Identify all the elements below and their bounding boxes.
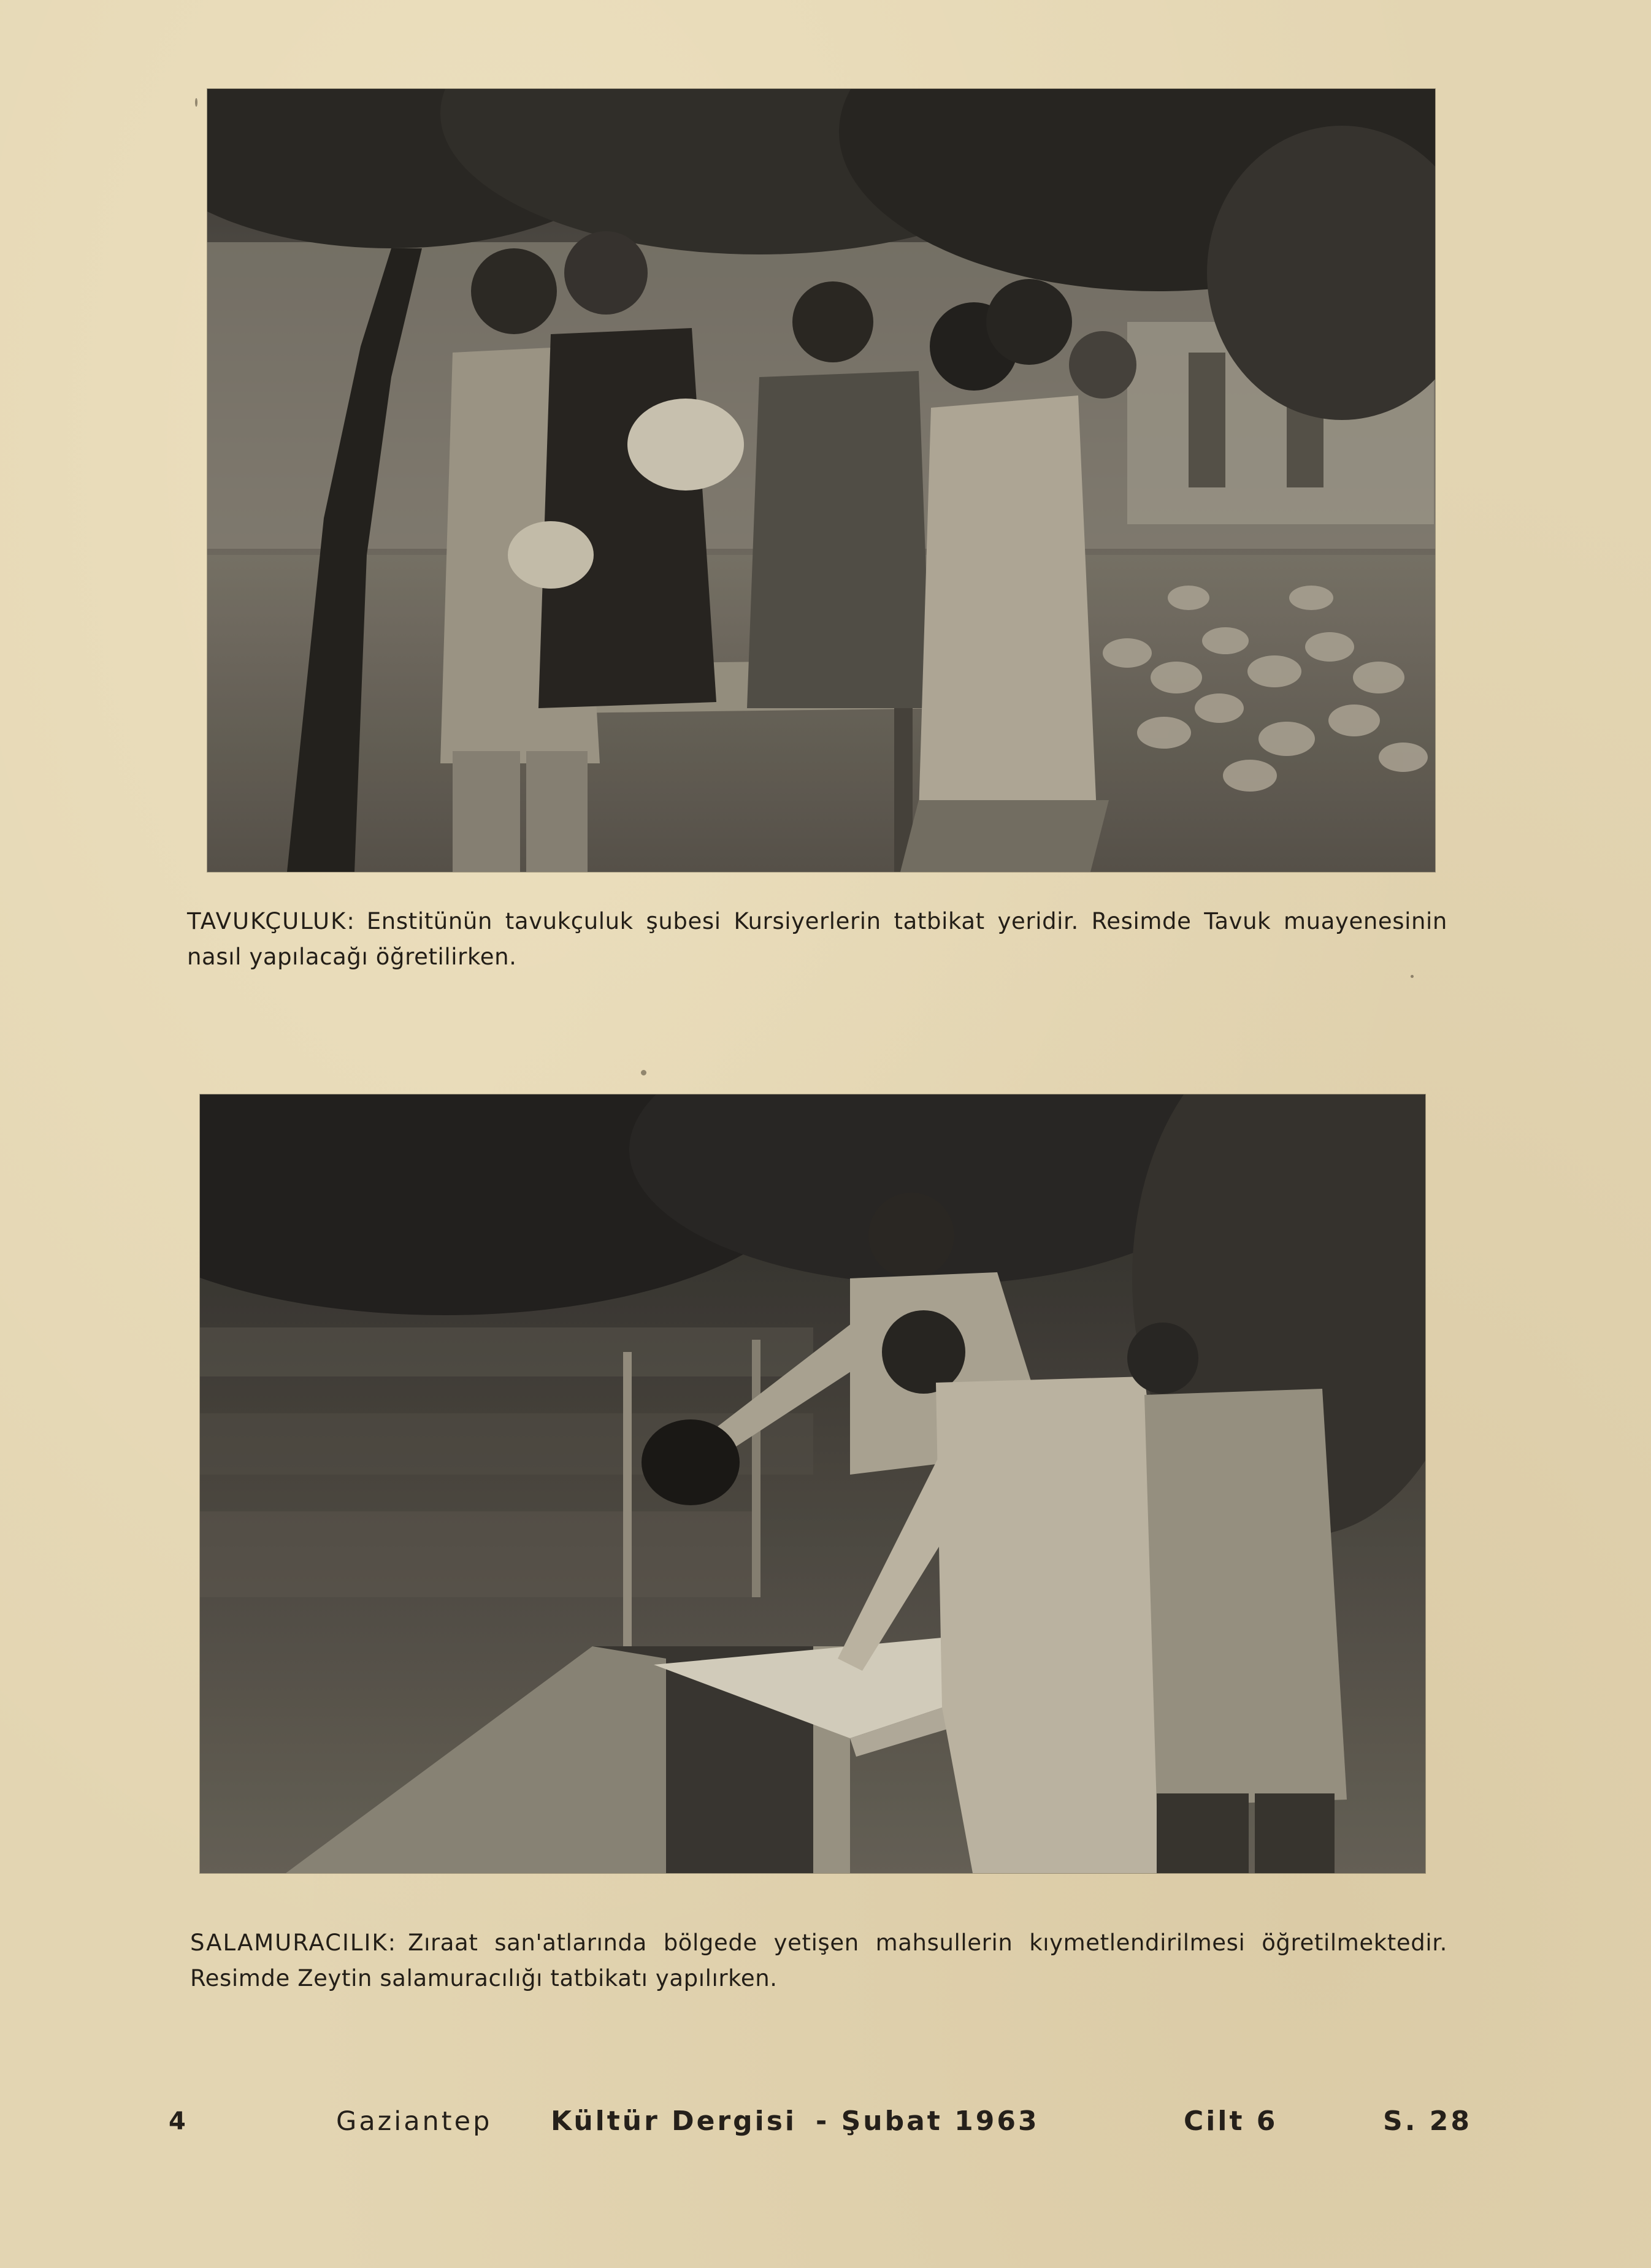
caption-brining [190,1925,1447,1996]
caption-poultry-lead: TAVUKÇULUK: [187,908,356,934]
caption-brining-lead: SALAMURACILIK: [190,1930,397,1956]
paper-speck [195,98,197,107]
footer-journal-city: Gaziantep [336,2106,492,2137]
caption-brining-text: Zıraat san'atlarında bölgede yetişen mahsullerin kıymetlendirilmesi öğretilmektedir. Resimde Zeytin salamuracılığı tatbikatı yapılırken. [190,1930,1447,1991]
page-number: 4 [169,2107,188,2136]
paper-speck [641,1070,646,1075]
brining-photo-illustration [200,1094,1425,1873]
photo-olive-brining [200,1094,1425,1873]
footer-issue: S. 28 [1383,2106,1472,2137]
caption-poultry [187,904,1447,975]
footer-journal-name: Kültür Dergisi [551,2106,797,2137]
footer-volume: Cilt 6 [1184,2106,1278,2137]
poultry-photo-illustration [207,89,1435,872]
caption-poultry-text: Enstitünün tavukçuluk şubesi Kursiyerlerin tatbikat yeridir. Resimde Tavuk muayenesinin nasıl yapılacağı öğretilirken. [187,908,1447,970]
footer-date: - Şubat 1963 [816,2106,1040,2137]
paper-speck [1411,975,1414,978]
photo-poultry-inspection [207,89,1435,872]
